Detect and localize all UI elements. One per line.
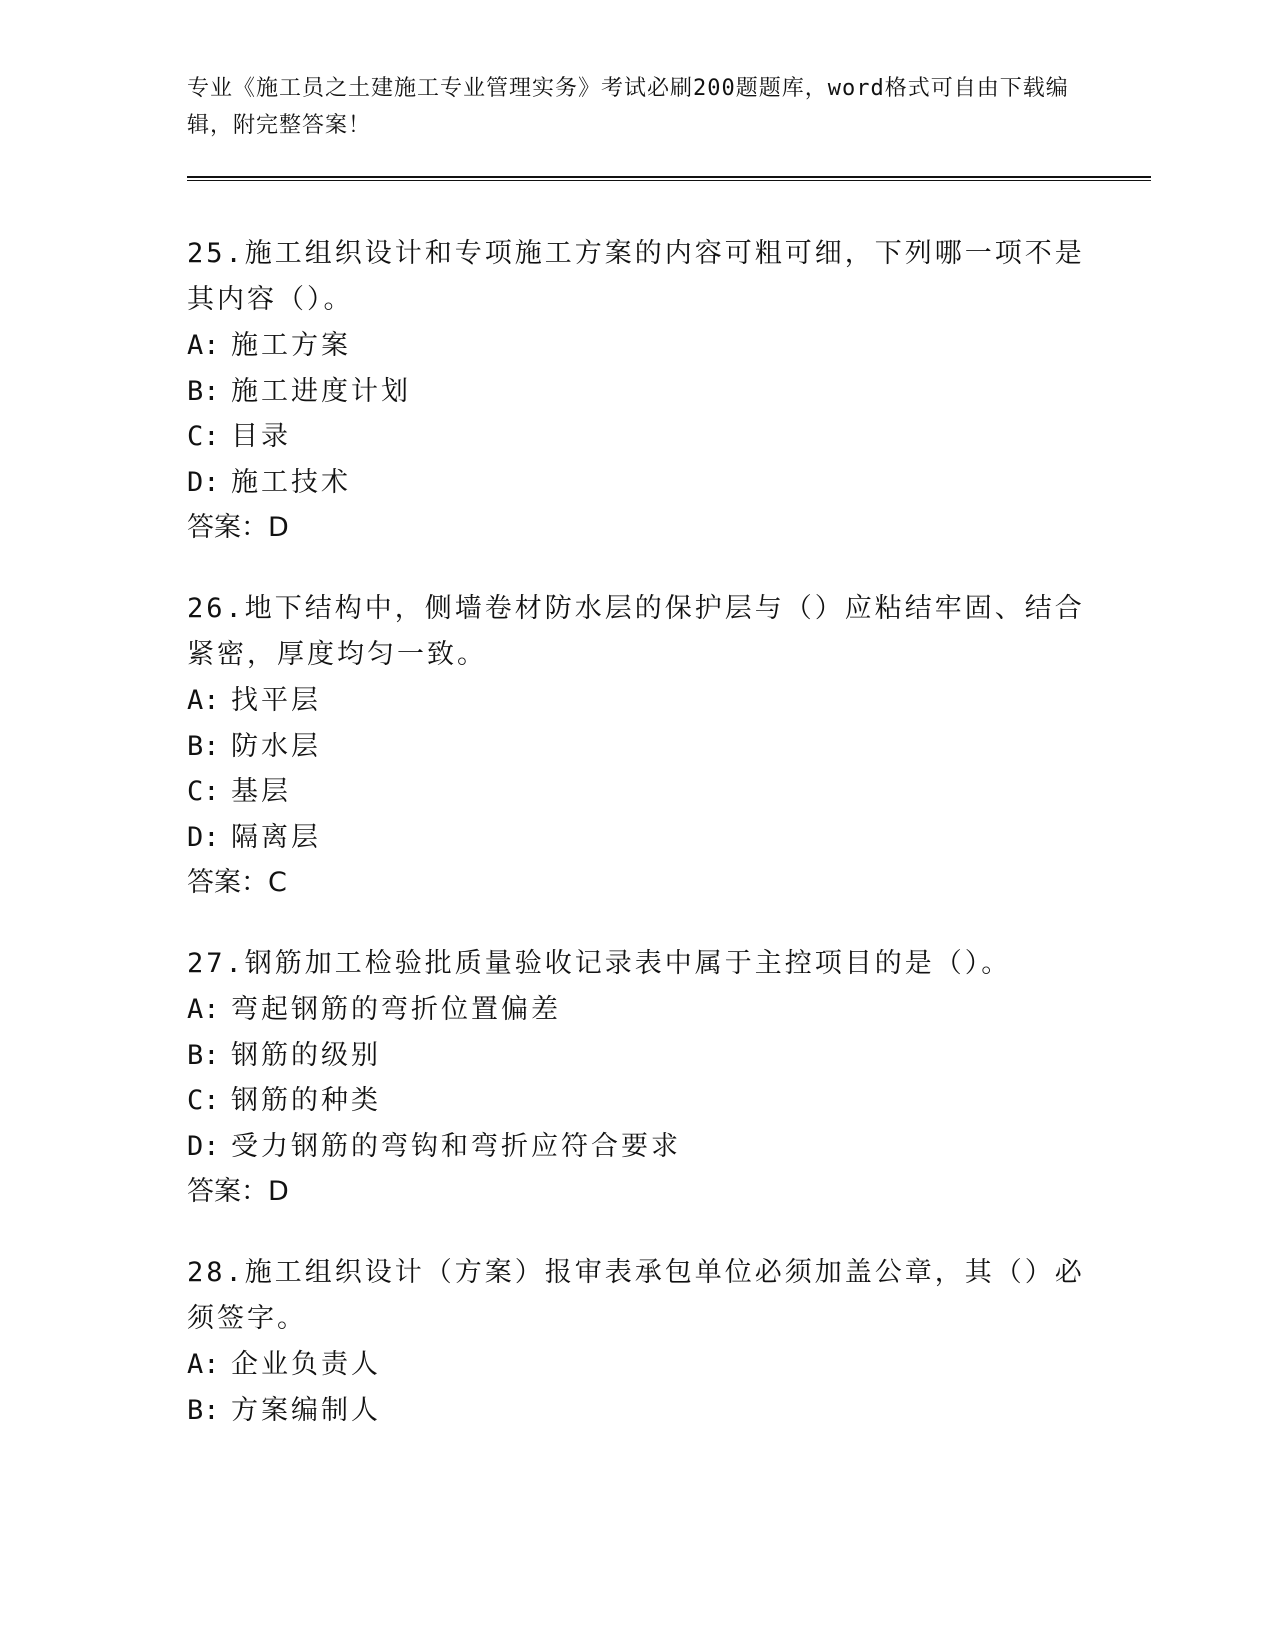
option-c — [187, 769, 1087, 815]
answer-value: C — [268, 867, 287, 898]
question-title: 27.钢筋加工检验批质量验收记录表中属于主控项目的是（）。 — [187, 948, 1012, 979]
option-d — [187, 1124, 1087, 1170]
option-letter: C: — [187, 1085, 220, 1116]
option-b — [187, 1388, 1087, 1434]
answer-line — [187, 1169, 1087, 1215]
option-text: 施工技术 — [231, 466, 351, 498]
option-letter: A: — [187, 685, 220, 716]
option-letter: B: — [187, 1394, 220, 1426]
answer-label: 答案： — [187, 867, 268, 898]
question-list — [187, 231, 1087, 1468]
option-text: 防水层 — [231, 730, 321, 762]
option-letter: B: — [187, 1039, 220, 1071]
option-text: 企业负责人 — [231, 1349, 381, 1380]
option-text: 隔离层 — [231, 821, 321, 853]
question-title: 28.施工组织设计（方案）报审表承包单位必须加盖公章，其（）必须签字。 — [187, 1257, 1085, 1334]
option-c — [187, 414, 1087, 460]
option-b — [187, 369, 1087, 415]
option-letter: A: — [187, 330, 220, 361]
option-b — [187, 1033, 1087, 1079]
option-letter: A: — [187, 994, 220, 1025]
answer-label: 答案： — [187, 512, 268, 543]
option-letter: C: — [187, 421, 220, 452]
option-text: 基层 — [231, 776, 291, 807]
option-a — [187, 323, 1087, 369]
option-letter: D: — [187, 466, 220, 498]
document-header: 专业《施工员之土建施工专业管理实务》考试必刷200题题库，word格式可自由下载编辑，附完整答案！ — [187, 76, 1069, 138]
question-28 — [187, 1250, 1087, 1433]
answer-line — [187, 860, 1087, 906]
question-25 — [187, 231, 1087, 551]
option-letter: A: — [187, 1349, 220, 1380]
option-text: 钢筋的级别 — [231, 1039, 381, 1071]
option-text: 弯起钢筋的弯折位置偏差 — [231, 994, 561, 1025]
answer-line — [187, 505, 1087, 551]
option-letter: D: — [187, 821, 220, 853]
option-text: 方案编制人 — [231, 1394, 381, 1426]
question-title: 25.施工组织设计和专项施工方案的内容可粗可细，下列哪一项不是其内容（）。 — [187, 238, 1085, 315]
header-divider — [187, 176, 1151, 181]
option-letter: B: — [187, 375, 220, 407]
option-text: 目录 — [231, 421, 291, 452]
option-text: 施工进度计划 — [231, 375, 411, 407]
question-title: 26.地下结构中，侧墙卷材防水层的保护层与（）应粘结牢固、结合紧密，厚度均匀一致。 — [187, 593, 1085, 670]
option-a — [187, 1342, 1087, 1388]
answer-value: D — [268, 512, 289, 543]
option-text: 找平层 — [231, 685, 321, 716]
answer-label: 答案： — [187, 1176, 268, 1207]
answer-value: D — [268, 1176, 289, 1207]
option-text: 钢筋的种类 — [231, 1085, 381, 1116]
option-c — [187, 1078, 1087, 1124]
option-text: 施工方案 — [231, 330, 351, 361]
question-27 — [187, 941, 1087, 1215]
option-letter: B: — [187, 730, 220, 762]
option-a — [187, 987, 1087, 1033]
question-26 — [187, 586, 1087, 906]
option-letter: D: — [187, 1130, 220, 1162]
option-d — [187, 460, 1087, 506]
option-a — [187, 678, 1087, 724]
option-letter: C: — [187, 776, 220, 807]
option-d — [187, 815, 1087, 861]
option-b — [187, 724, 1087, 770]
option-text: 受力钢筋的弯钩和弯折应符合要求 — [231, 1130, 681, 1162]
